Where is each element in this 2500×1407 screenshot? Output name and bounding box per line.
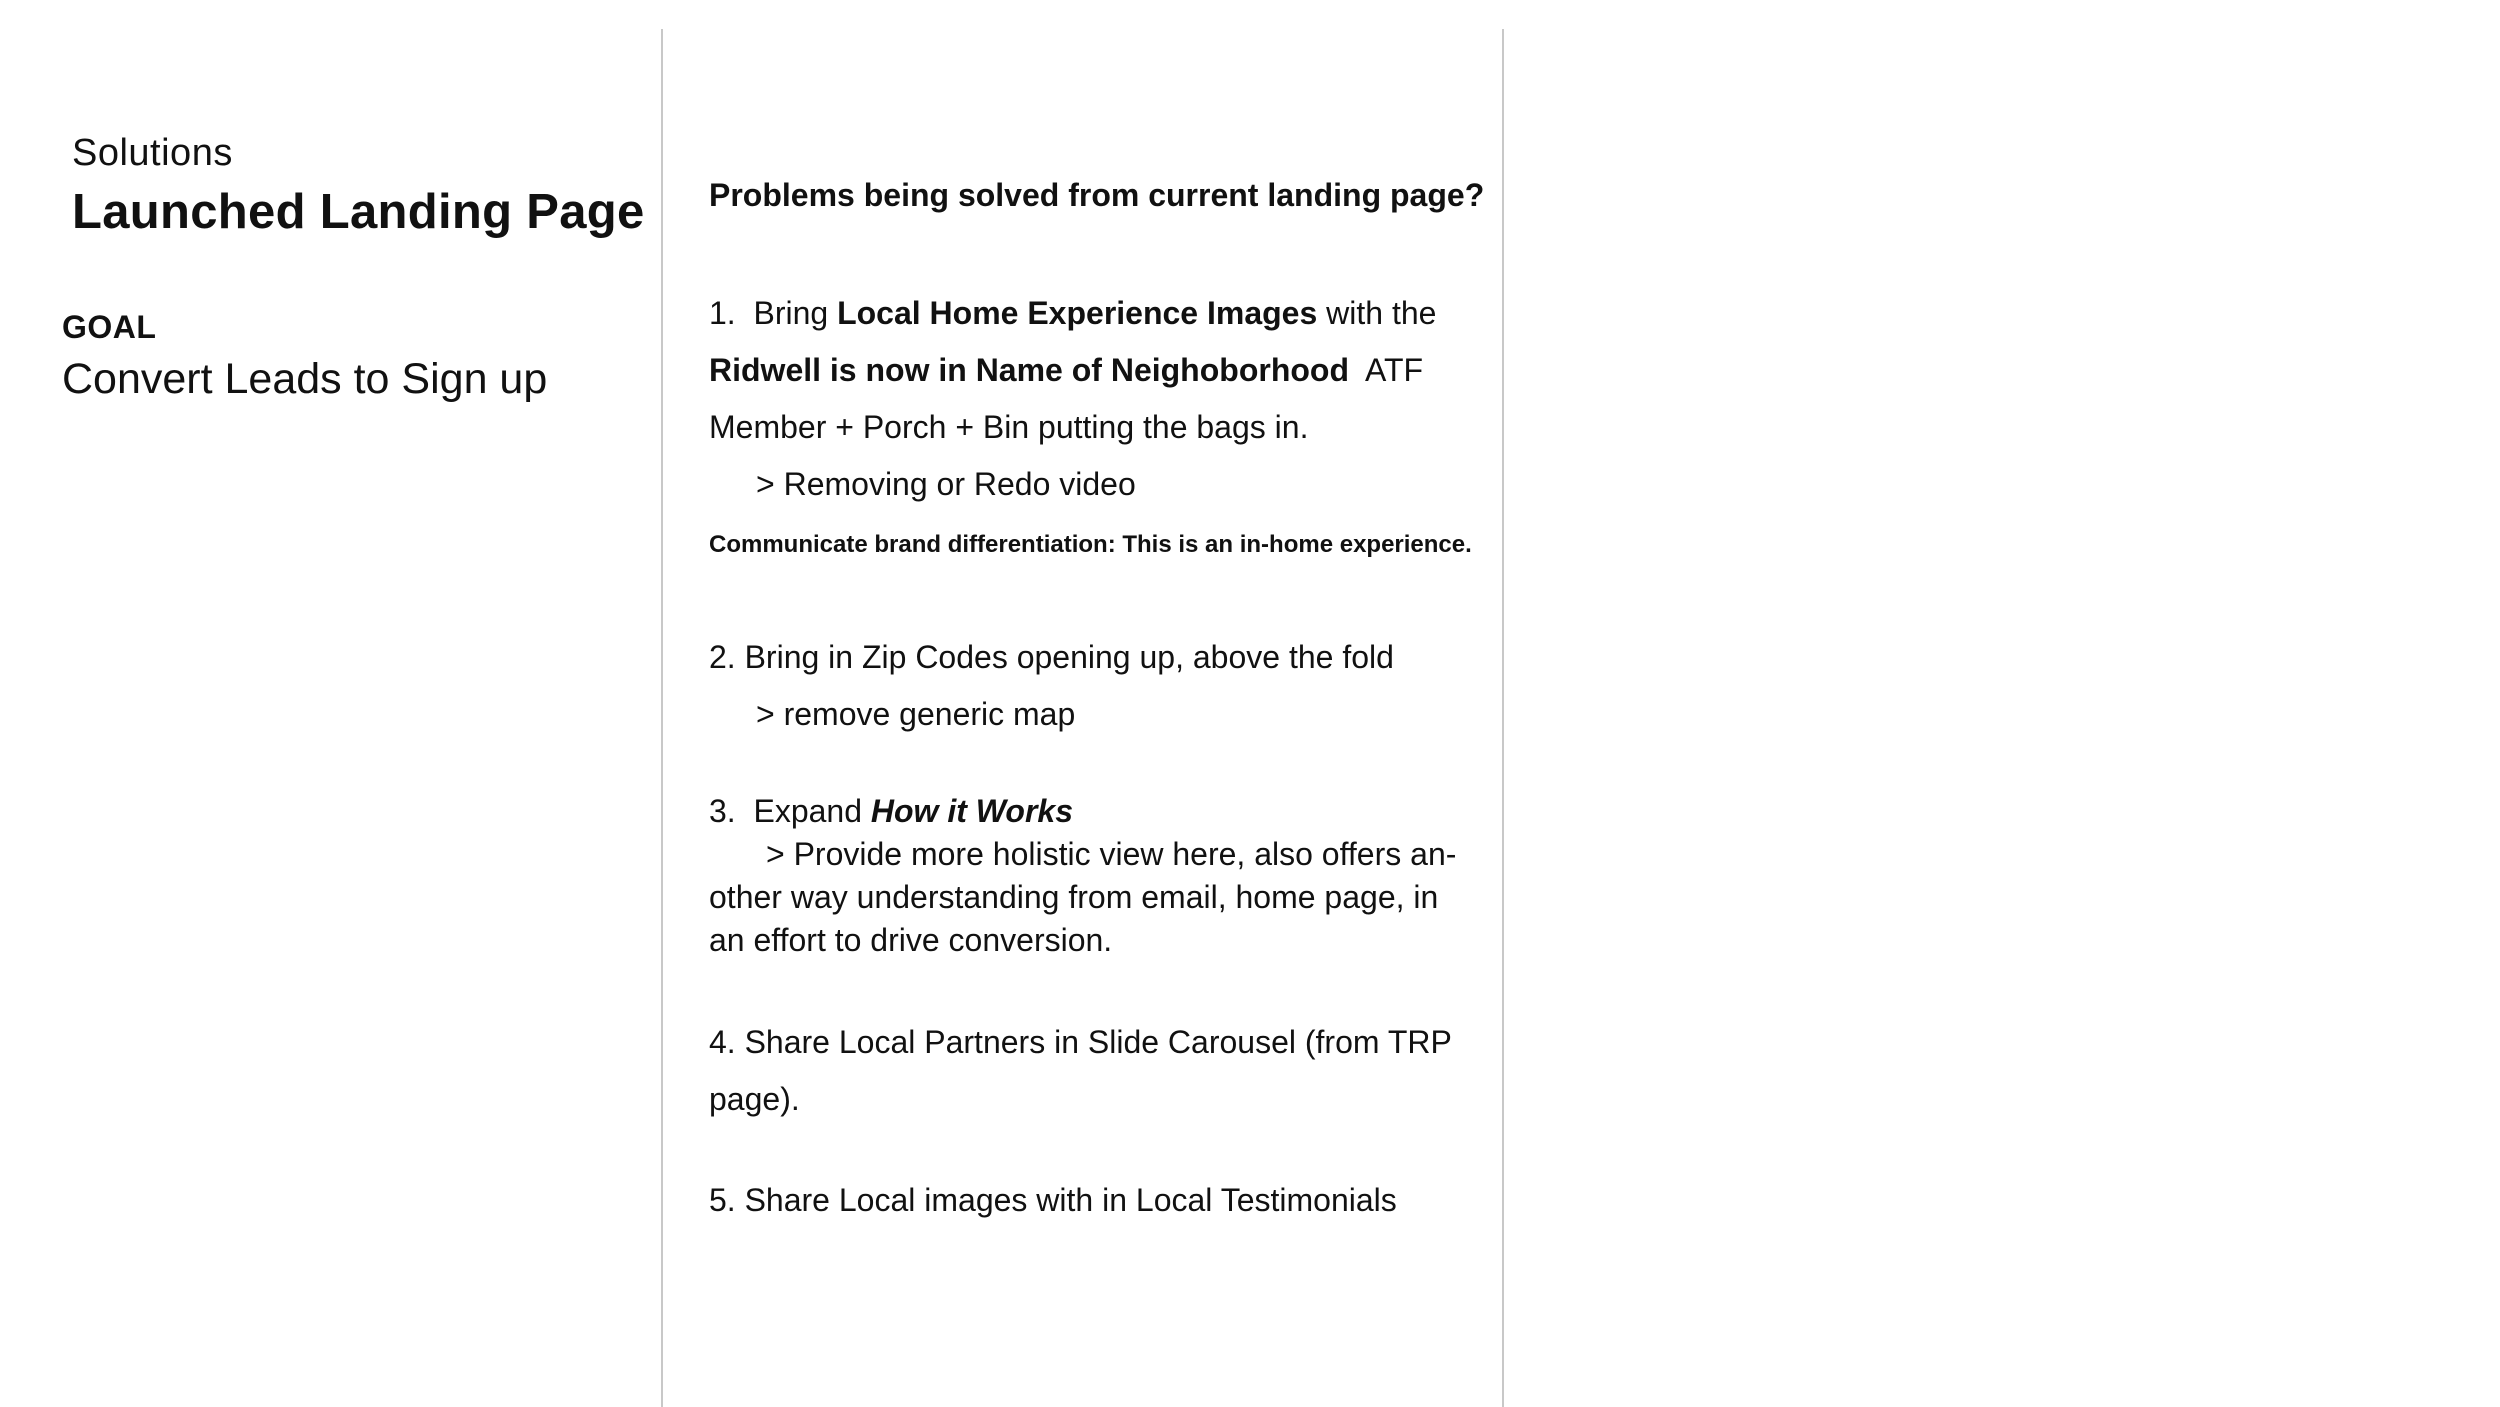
problem-item-1-line-3: Member + Porch + Bin putting the bags in. <box>709 409 1309 445</box>
problem-item-5-line-1: 5. Share Local images with in Local Testimonials <box>709 1182 1397 1218</box>
problem-item-2-line-1: 2. Bring in Zip Codes opening up, above the fold <box>709 639 1394 675</box>
problem-item-3-prefix: 3. Expand <box>709 793 871 829</box>
problem-item-1-bold-images: Local Home Experience Images <box>837 295 1318 331</box>
problem-item-4 <box>709 1014 1499 1128</box>
problems-heading: Problems being solved from current landing page? <box>709 177 1485 213</box>
brand-differentiation-note: Communicate brand differentiation: This is an in-home experience. <box>709 531 1472 558</box>
problem-item-1-line-2 <box>709 342 1499 399</box>
problem-item-1-mid: with the <box>1317 295 1437 331</box>
problem-item-1-suffix: ATF <box>1349 352 1424 388</box>
problem-item-3 <box>709 790 1499 962</box>
problem-item-1-line-1 <box>709 285 1499 342</box>
problem-item-2-sub: > remove generic map <box>756 696 1076 732</box>
problem-item-2 <box>709 629 1499 743</box>
problem-item-5 <box>709 1172 1499 1229</box>
problem-item-1-bold-ridwell: Ridwell is now in Name of Neighoborhood <box>709 352 1349 388</box>
problem-item-3-line-4: an effort to drive conversion. <box>709 922 1113 958</box>
problem-item-1-prefix: 1. Bring <box>709 295 838 331</box>
section-kicker: Solutions <box>72 132 233 174</box>
goal-text: Convert Leads to Sign up <box>62 355 548 403</box>
problem-item-1 <box>709 285 1499 513</box>
problem-item-3-sub: > Provide more holistic view here, also offers an- <box>766 836 1457 872</box>
problem-item-3-line-3: other way understanding from email, home page, in <box>709 879 1439 915</box>
problem-item-3-emphasis: How it Works <box>870 793 1073 829</box>
goal-label: GOAL <box>62 309 157 345</box>
problem-item-4-line-1: 4. Share Local Partners in Slide Carousel (from TRP <box>709 1024 1452 1060</box>
left-column-divider <box>661 29 663 1407</box>
problem-item-1-sub: > Removing or Redo video <box>756 466 1136 502</box>
problem-item-4-line-2: page). <box>709 1081 800 1117</box>
right-column-divider <box>1502 29 1504 1407</box>
problem-item-3-line-1 <box>709 790 1499 833</box>
page-title: Launched Landing Page <box>72 185 645 239</box>
